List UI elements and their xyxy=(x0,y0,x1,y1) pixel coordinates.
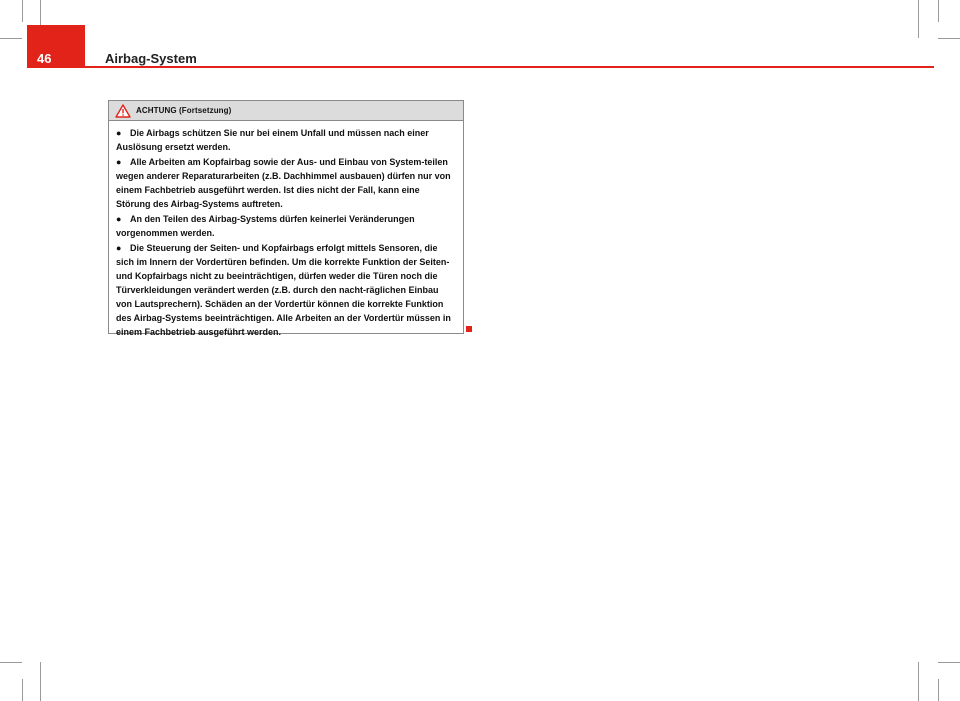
warning-header xyxy=(109,101,463,121)
crop-mark xyxy=(22,0,23,22)
bullet-icon: ● xyxy=(116,243,122,253)
page-number: 46 xyxy=(37,51,52,66)
warning-item xyxy=(116,126,456,154)
warning-triangle-icon xyxy=(115,104,131,118)
page-title: Airbag-System xyxy=(105,51,197,66)
crop-mark xyxy=(22,679,23,701)
header-rule xyxy=(27,66,934,68)
page-number-tab xyxy=(27,25,85,67)
crop-mark xyxy=(938,662,960,663)
crop-mark xyxy=(918,662,919,701)
warning-item xyxy=(116,241,456,339)
section-end-mark xyxy=(466,326,472,332)
warning-item-text: Die Steuerung der Seiten- und Kopfairbags erfolgt mittels Sensoren, die sich im Innern der Vordertüren befinden. Um die korrekte Funktion der Seiten- und Kopfairbags nicht zu beeinträchtigen, dürfen weder die Türen noch die Türverkleidungen verändert werden (z.B. durch den nacht-räglichen Einbau von Lautsprechern). Schäden an der Vordertür können die korrekte Funktion des Airbag-Systems beeinträchtigen. Alle Arbeiten an der Vordertür müssen in einem Fachbetrieb ausgeführt werden. xyxy=(116,243,451,337)
crop-mark xyxy=(40,662,41,701)
warning-item xyxy=(116,212,456,240)
crop-mark xyxy=(938,0,939,22)
warning-body xyxy=(109,121,463,339)
warning-item xyxy=(116,155,456,211)
crop-mark xyxy=(938,679,939,701)
warning-box xyxy=(108,100,464,337)
bullet-icon: ● xyxy=(116,128,122,138)
warning-item-text: An den Teilen des Airbag-Systems dürfen keinerlei Veränderungen vorgenommen werden. xyxy=(116,214,415,238)
warning-item-text: Die Airbags schützen Sie nur bei einem Unfall und müssen nach einer Auslösung ersetzt werden. xyxy=(116,128,429,152)
warning-item-text: Alle Arbeiten am Kopfairbag sowie der Aus- und Einbau von System-teilen wegen anderer Reparaturarbeiten (z.B. Dachhimmel ausbauen) dürfen nur von einem Fachbetrieb ausgeführt werden. Ist dies nicht der Fall, kann eine Störung des Airbag-Systems auftreten. xyxy=(116,157,451,209)
bullet-icon: ● xyxy=(116,214,122,224)
crop-mark xyxy=(0,38,22,39)
crop-mark xyxy=(0,662,22,663)
bullet-icon: ● xyxy=(116,157,122,167)
warning-title: ACHTUNG (Fortsetzung) xyxy=(136,106,232,115)
crop-mark xyxy=(918,0,919,38)
crop-mark xyxy=(938,38,960,39)
